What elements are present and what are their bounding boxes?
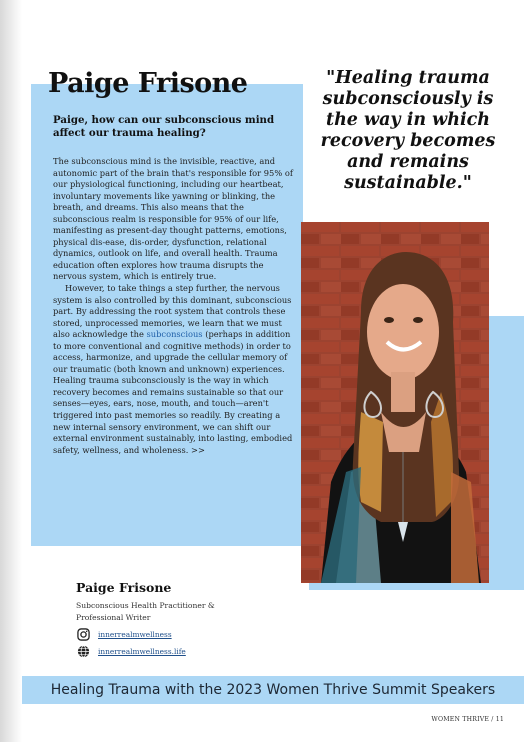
author-name: Paige Frisone: [76, 580, 172, 595]
interview-question: Paige, how can our subconscious mind affect our trauma healing?: [53, 114, 275, 139]
page-footer: WOMEN THRIVE / 11: [431, 716, 504, 723]
page-edge-shadow: [0, 0, 22, 742]
body-paragraph-2: [53, 283, 293, 456]
website-link[interactable]: innerrealmwellness.life: [98, 646, 186, 656]
author-info: [76, 580, 216, 624]
subconscious-link[interactable]: subconscious: [146, 329, 203, 340]
article-title: Paige Frisone: [48, 68, 248, 99]
author-photo: [301, 222, 489, 583]
paragraph-2-text-b: (perhaps in addition to more conventional and cognitive methods) in order to access, harmonize, and upgrade the cellular memory of our traumatic (both known and unknown) experiences. Healing trauma subconsciously is the way in which recovery becomes and remains sustainable so that our senses—eyes, ears, nose, mouth, and touch—aren't triggered into past memories so readily. By creating a new internal sensory environment, we can shift our external environment sustainably, into lasting, embodied safety, wellness, and wholeness. >>: [53, 329, 293, 455]
instagram-link[interactable]: innerrealmwellness: [98, 629, 172, 639]
pull-quote: "Healing trauma subconsciously is the way in which recovery becomes and remains sustainable.": [320, 68, 496, 193]
instagram-row: [76, 627, 172, 641]
body-paragraph-1: The subconscious mind is the invisible, reactive, and autonomic part of the brain that's responsible for 95% of our physiological functioning, including our heartbeat, involuntary movements like yawning or blinking, the breath, and dreams. This also means that the subconscious realm is responsible for 95% of our life, manifesting as present-day thought patterns, emotions, physical dis-ease, dis-order, dysfunction, relational dynamics, outlook on life, and overall health. Trauma education often explores how trauma disrupts the nervous system, which is entirely true.: [53, 156, 293, 282]
article-body: [53, 156, 293, 456]
section-banner: Healing Trauma with the 2023 Women Thrive Summit Speakers: [22, 676, 524, 704]
globe-icon: [76, 644, 90, 658]
author-role: Subconscious Health Practitioner & Professional Writer: [76, 601, 215, 622]
instagram-icon: [76, 627, 90, 641]
website-row: [76, 644, 186, 658]
paragraph-2-text-a: However, to take things a step further, the nervous system is also controlled by this dominant, subconscious part. By addressing the root system that controls these stored, unprocessed memories, we learn that we must also acknowledge the: [53, 283, 292, 340]
